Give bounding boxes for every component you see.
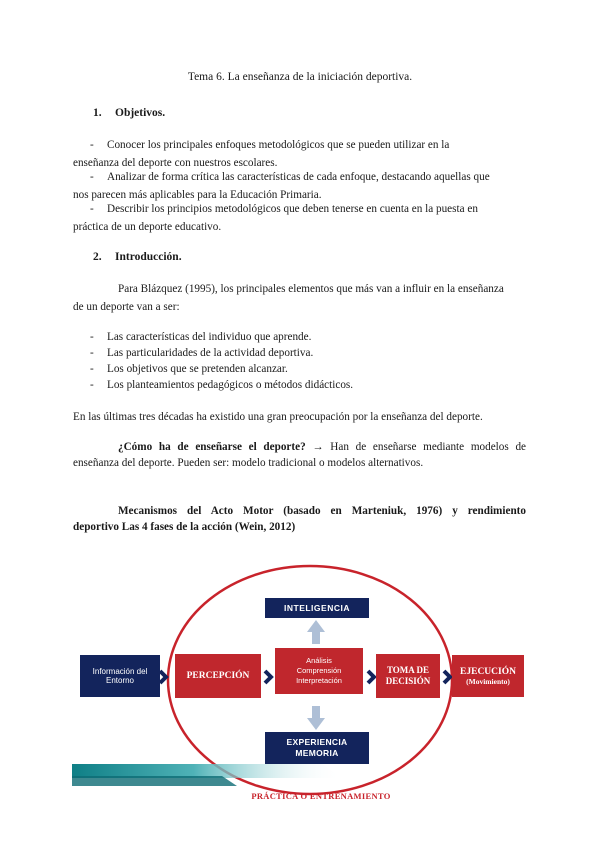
intro-line-1: Para Blázquez (1995), los principales elementos que más van a influir en la enseñanza xyxy=(118,283,504,295)
answer-line-2: enseñanza del deporte. Pueden ser: modelo tradicional o modelos alternativos. xyxy=(73,457,424,469)
box-text: EJECUCIÓN xyxy=(460,666,516,677)
section-number: 1. xyxy=(93,107,102,119)
list-bullet: - xyxy=(90,379,94,391)
section-heading-objetivos xyxy=(93,107,165,119)
objective-item-1-line1: Conocer los principales enfoques metodológicos que se pueden utilizar en la xyxy=(107,139,450,151)
inteligencia-box: INTELIGENCIA xyxy=(265,598,369,618)
list-bullet: - xyxy=(90,331,94,343)
objective-item-1-line2: enseñanza del deporte con nuestros escolares. xyxy=(73,157,278,169)
box-text: EXPERIENCIA xyxy=(286,737,348,747)
element-item: Las particularidades de la actividad deportiva. xyxy=(107,347,314,359)
practica-label: PRÁCTICA O ENTRENAMIENTO xyxy=(251,791,391,801)
element-item: Los planteamientos pedagógicos o métodos didácticos. xyxy=(107,379,354,391)
box-text: Interpretación xyxy=(296,676,342,685)
objective-item-3-line1: Describir los principios metodológicos que deben tenerse en cuenta en la puesta en xyxy=(107,203,478,215)
section-number: 2. xyxy=(93,251,102,263)
objective-item-2-line2: nos parecen más aplicables para la Educación Primaria. xyxy=(73,189,322,201)
list-bullet: - xyxy=(90,203,94,215)
mechanisms-heading-line-1: Mecanismos del Acto Motor (basado en Marteniuk, 1976) y rendimiento xyxy=(118,505,526,517)
decorative-ribbon xyxy=(72,764,342,778)
box-text: Entorno xyxy=(105,676,135,685)
percepcion-box: PERCEPCIÓN xyxy=(175,654,261,698)
chevron-right-icon xyxy=(160,671,166,683)
list-bullet: - xyxy=(90,139,94,151)
arrow-down-icon xyxy=(307,706,325,730)
box-text: Comprensión xyxy=(296,666,342,675)
list-bullet: - xyxy=(90,171,94,183)
box-text: (Movimiento) xyxy=(466,676,510,686)
box-text: TOMA DE xyxy=(386,665,430,675)
box-text: Información del xyxy=(92,667,148,676)
intro-line-2: de un deporte van a ser: xyxy=(73,301,180,313)
toma-decision-box xyxy=(376,654,440,698)
experiencia-memoria-box xyxy=(265,732,369,764)
mechanisms-heading-line-2: deportivo Las 4 fases de la acción (Wein, 2012) xyxy=(73,521,296,533)
objective-item-3-line2: práctica de un deporte educativo. xyxy=(73,221,222,233)
objective-item-2-line1: Analizar de forma crítica las características de cada enfoque, destacando aquellas que xyxy=(107,171,490,183)
acto-motor-diagram xyxy=(72,560,530,808)
section-title: Introducción. xyxy=(115,251,182,263)
box-text: Análisis xyxy=(306,656,332,665)
concern-paragraph: En las últimas tres décadas ha existido una gran preocupación por la enseñanza del deporte. xyxy=(73,411,483,423)
informacion-entorno-box xyxy=(80,655,160,697)
analisis-box xyxy=(275,648,363,694)
chevron-right-icon xyxy=(444,671,450,683)
ejecucion-box xyxy=(452,655,524,697)
arrow-up-icon xyxy=(307,620,325,644)
section-title: Objetivos. xyxy=(115,107,166,119)
question-line-1 xyxy=(118,439,526,456)
question-text: ¿Cómo ha de enseñarse el deporte? xyxy=(118,441,306,453)
document-title: Tema 6. La enseñanza de la iniciación deportiva. xyxy=(187,71,413,83)
element-item: Las características del individuo que aprende. xyxy=(107,331,312,343)
section-heading-introduccion xyxy=(93,251,182,263)
list-bullet: - xyxy=(90,347,94,359)
answer-text: → Han de enseñarse mediante modelos de xyxy=(312,441,527,453)
list-bullet: - xyxy=(90,363,94,375)
chevron-right-icon xyxy=(368,671,374,683)
chevron-right-icon xyxy=(265,671,271,683)
box-text: DECISIÓN xyxy=(385,676,431,686)
decorative-ribbon-shadow xyxy=(72,776,237,786)
element-item: Los objetivos que se pretenden alcanzar. xyxy=(107,363,288,375)
box-text: MEMORIA xyxy=(295,748,339,758)
